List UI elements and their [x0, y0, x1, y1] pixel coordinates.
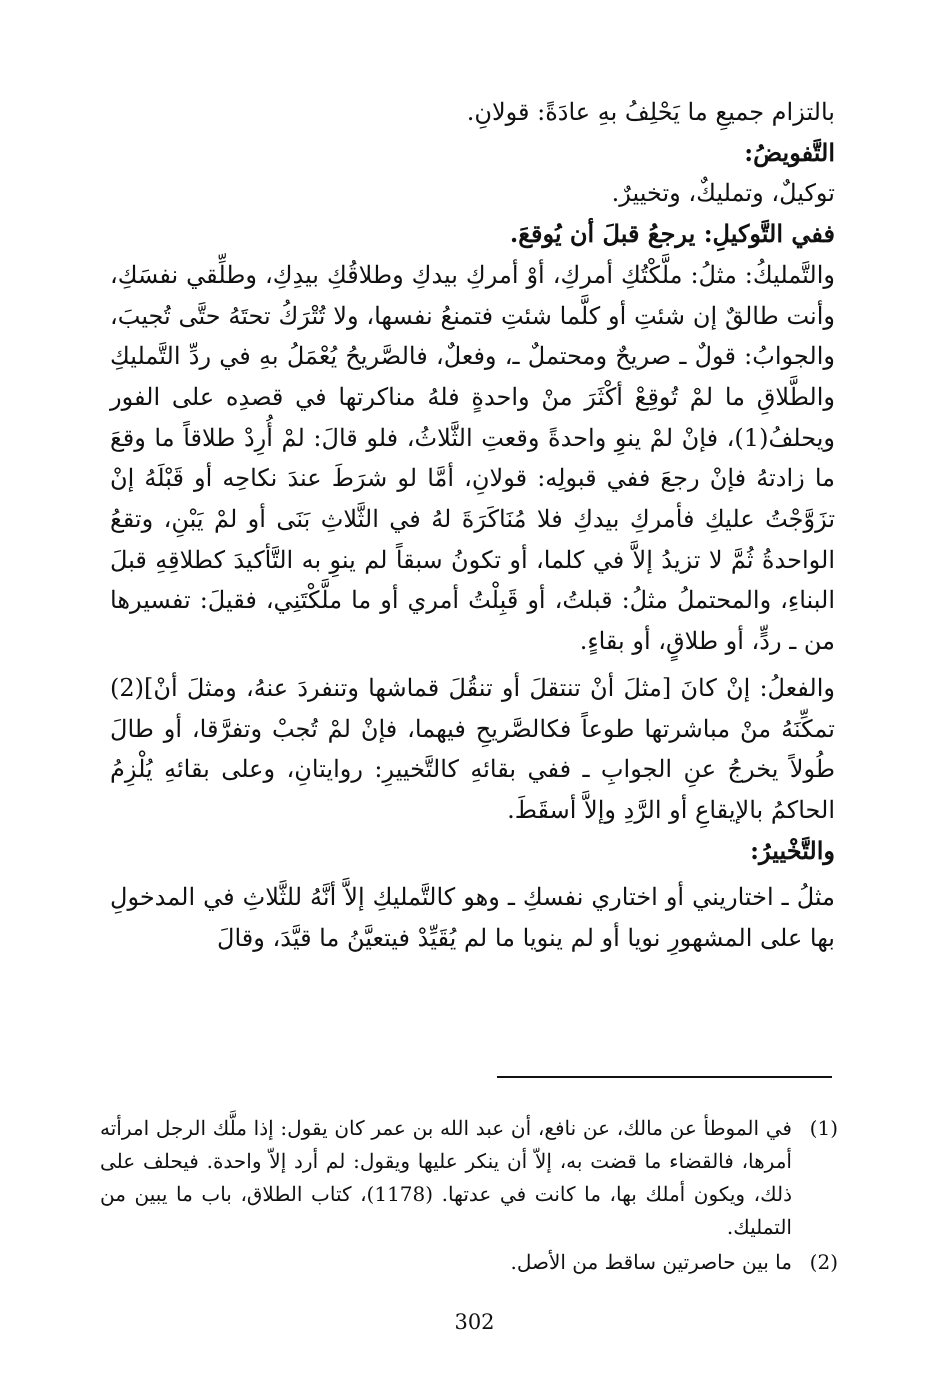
page-number: 302	[454, 1310, 495, 1334]
footnotes	[100, 1112, 838, 1279]
footnote-item	[100, 1112, 838, 1244]
footnote-divider	[497, 1076, 832, 1078]
footnote-number: (1)	[809, 1116, 838, 1140]
paragraph-intro: بالتزام جميعِ ما يَحْلِفُ بهِ عادَةً: قولانِ.	[466, 98, 835, 126]
footnote-item	[100, 1246, 838, 1279]
paragraph-fiel: والفعلُ: إنْ كانَ [مثلَ أنْ تنتقلَ أو تنقُلَ قماشها وتنفردَ عنهُ، ومثلَ أنْ](2) تمكِّنَهُ منْ مباشرتها طوعاً فكالصَّريحِ فيهما، فإنْ لمْ تُجبْ وتفرَّقا، أو طالَ طُولاً يخرجُ عنِ الجوابِ ـ ففي بقائهِ كالتَّخييرِ: روايتانِ، وعلى بقائهِ يُلْزِمُ الحاكمُ بالإيقاعِ أو الرَّدِ وإلاَّ أسقَطَ.	[110, 673, 835, 824]
paragraph-types: توكيلٌ، وتمليكٌ، وتخييرٌ.	[611, 179, 835, 208]
paragraph-tawkil: ففي التَّوكيلِ: يرجعُ قبلَ أن يُوقعَ.	[509, 219, 835, 249]
footnote-text: في الموطأ عن مالك، عن نافع، أن عبد الله بن عمر كان يقول: إذا ملَّك الرجل امرأته أمرها، فالقضاء ما قضت به، إلاّ أن ينكر عليها ويقول: لم أرد إلاّ واحدة. فيحلف على ذلك، ويكون أملك بها، ما كانت في عدتها. (1178)، كتاب الطلاق، باب ما يبين من التمليك.	[100, 1116, 792, 1239]
paragraph-takhyir: مثلُ ـ اختاريني أو اختاري نفسكِ ـ وهو كالتَّمليكِ إلاَّ أنَّهُ للثَّلاثِ في المدخولِ بها على المشهورِ نويا أو لم ينويا ما لم يُقَيِّدْ فيتعيَّنُ ما قيَّدَ، وقالَ	[110, 883, 835, 953]
main-text	[110, 92, 835, 959]
footnote-text: ما بين حاصرتين ساقط من الأصل.	[510, 1250, 792, 1274]
heading-takhyir: والتَّخْييرُ:	[750, 835, 835, 865]
footnote-number: (2)	[809, 1250, 838, 1274]
paragraph-tamlik: والتَّمليكُ: مثلُ: ملَّكْتُكِ أمركِ، أوْ أمركِ بيدكِ وطلاقُكِ بيدِكِ، وطلِّقي نفسَكِ، وأنت طالقٌ إن شئتِ أو كلَّما شئتِ فتمنعُ نفسها، ولا تُتْرَكُ تحتَهُ حتَّى تُجيبَ، والجوابُ: قولٌ ـ صريحٌ ومحتملٌ ـ، وفعلٌ، فالصَّريحُ يُعْمَلُ بهِ في ردِّ التَّمليكِ والطَّلاقِ ما لمْ تُوقِعْ أكْثَرَ منْ واحدةٍ فلهُ مناكرتها في قصدِه على الفور ويحلفُ(1)، فإنْ لمْ ينوِ واحدةً وقعتِ الثَّلاثُ، فلو قالَ: لمْ أُرِدْ طلاقاً ما وقعَ ما زادتهُ فإنْ رجعَ ففي قبولِه: قولانِ، أمَّا لو شرَطَ عندَ نكاحِه أو قَبْلَهُ إنْ تزَوَّجْتُ عليكِ فأمركِ بيدكِ فلا مُنَاكَرَةَ لهُ في الثَّلاثِ بَنَى أو لمْ يَبْنِ، وتقعُ الواحدةُ ثُمَّ لا تزيدُ إلاَّ في كلما، أو تكونُ سبقاً لم ينوِ به التَّأكيدَ كطلاقِهِ قبلَ البناءِ، والمحتملُ مثلُ: قبلتُ، أو قَبِلْتُ أمري أو ما ملَّكْتَنِي، فقيلَ: تفسيرها من ـ ردٍّ، أو طلاقٍ، أو بقاءٍ.	[110, 260, 836, 656]
heading-tafwid: التَّفويضُ:	[744, 137, 835, 167]
